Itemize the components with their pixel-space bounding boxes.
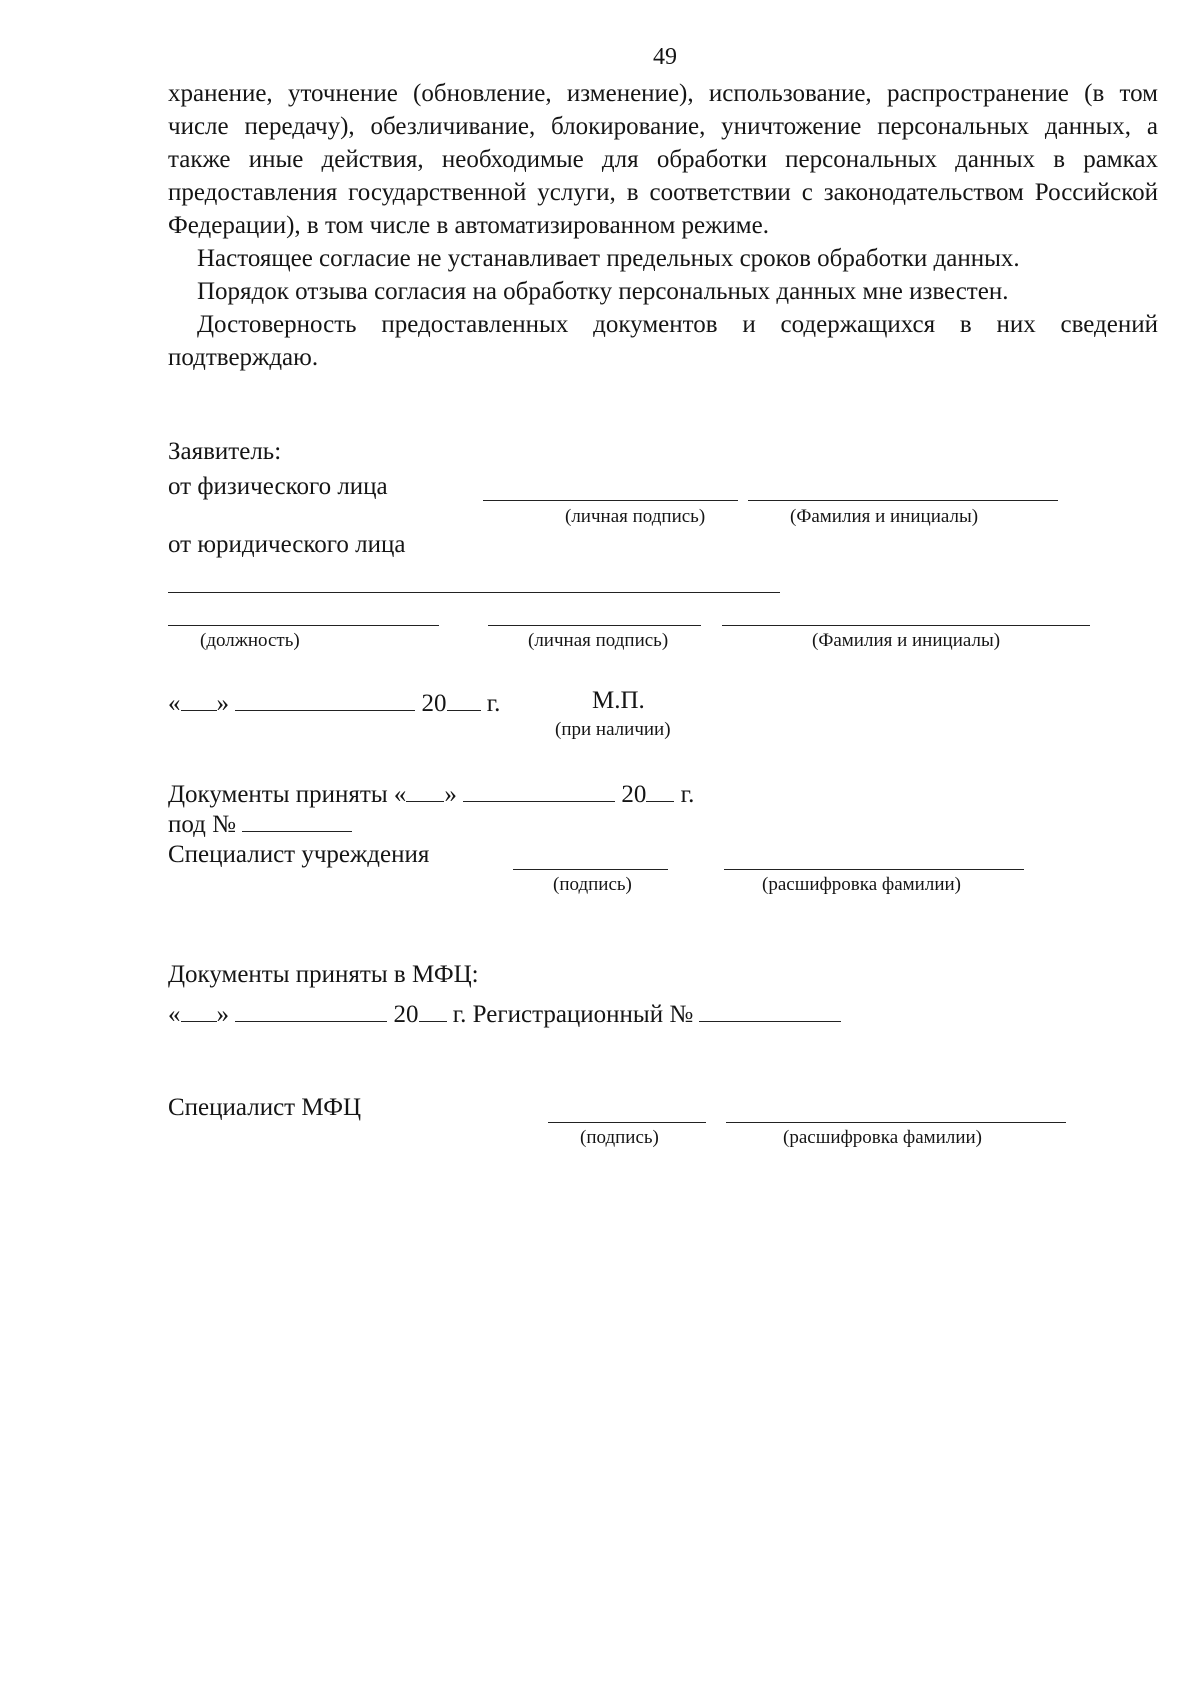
month-blank[interactable] — [235, 686, 415, 711]
position-line[interactable] — [168, 625, 439, 626]
institution-year-blank[interactable] — [646, 777, 674, 802]
year-suffix: г. — [486, 690, 501, 717]
day-blank[interactable] — [181, 686, 217, 711]
mfc-close-quote: » — [216, 1001, 229, 1028]
institution-name-caption: (расшифровка фамилии) — [762, 874, 961, 895]
year-prefix: 20 — [421, 690, 447, 717]
mfc-signature-line[interactable] — [548, 1122, 706, 1123]
legal-signature-caption: (личная подпись) — [528, 630, 669, 651]
stamp-label: М.П. — [592, 687, 645, 714]
consent-text — [168, 77, 1158, 374]
mfc-year-blank[interactable] — [419, 997, 447, 1022]
mfc-reg-number-blank[interactable] — [699, 997, 841, 1022]
applicant-heading: Заявитель: — [168, 438, 282, 465]
individual-name-caption: (Фамилия и инициалы) — [790, 506, 979, 527]
institution-day-blank[interactable] — [406, 777, 444, 802]
page-number: 49 — [653, 44, 677, 70]
paragraph-revocation: Порядок отзыва согласия на обработку персональных данных мне известен. — [197, 278, 1009, 305]
mfc-specialist-label: Специалист МФЦ — [168, 1094, 362, 1121]
institution-number-label: под № — [168, 811, 236, 838]
open-quote: « — [168, 690, 181, 717]
mfc-day-blank[interactable] — [181, 997, 217, 1022]
institution-accepted-label: Документы приняты « — [168, 781, 407, 808]
year-blank[interactable] — [447, 686, 481, 711]
institution-number-row — [168, 807, 352, 840]
institution-number-blank[interactable] — [242, 807, 352, 832]
institution-signature-caption: (подпись) — [553, 874, 632, 895]
individual-signature-caption: (личная подпись) — [565, 506, 706, 527]
institution-month-blank[interactable] — [463, 777, 615, 802]
institution-accepted-row — [168, 777, 694, 810]
institution-specialist-label: Специалист учреждения — [168, 841, 430, 868]
legal-label: от юридического лица — [168, 531, 406, 558]
legal-signature-line[interactable] — [488, 625, 701, 626]
institution-name-line[interactable] — [724, 869, 1024, 870]
close-quote: » — [216, 690, 229, 717]
applicant-date-row — [168, 686, 500, 719]
legal-name-line[interactable] — [722, 625, 1090, 626]
institution-year-suffix: г. — [680, 781, 695, 808]
mfc-open-quote: « — [168, 1001, 181, 1028]
institution-close-quote: » — [444, 781, 457, 808]
mfc-year-prefix: 20 — [393, 1001, 419, 1028]
position-caption: (должность) — [200, 630, 300, 651]
individual-label: от физического лица — [168, 473, 388, 500]
mfc-date-row — [168, 997, 841, 1030]
stamp-caption: (при наличии) — [555, 719, 671, 740]
paragraph-no-term: Настоящее согласие не устанавливает предельных сроков обработки данных. — [197, 245, 1020, 272]
paragraph-continuation: хранение, уточнение (обновление, изменение), использование, распространение (в том числе передачу), обезличивание, блокирование, уничтожение персональных данных, а также иные действия, необходимые для обработки персональных данных в рамках предоставления государственной услуги, в соответствии с законодательством Российской Федерации), в том числе в автоматизированном режиме. — [168, 80, 1158, 239]
legal-name-caption: (Фамилия и инициалы) — [812, 630, 1001, 651]
mfc-signature-caption: (подпись) — [580, 1127, 659, 1148]
institution-year-prefix: 20 — [621, 781, 647, 808]
individual-name-line[interactable] — [748, 500, 1058, 501]
mfc-reg-label: г. Регистрационный № — [452, 1001, 694, 1028]
legal-entity-line[interactable] — [168, 592, 780, 593]
mfc-accepted-label: Документы приняты в МФЦ: — [168, 961, 479, 988]
paragraph-confirmation: Достоверность предоставленных документов и содержащихся в них сведений подтверждаю. — [168, 311, 1158, 371]
mfc-name-line[interactable] — [726, 1122, 1066, 1123]
individual-signature-line[interactable] — [483, 500, 738, 501]
institution-signature-line[interactable] — [513, 869, 668, 870]
mfc-name-caption: (расшифровка фамилии) — [783, 1127, 982, 1148]
mfc-month-blank[interactable] — [235, 997, 387, 1022]
